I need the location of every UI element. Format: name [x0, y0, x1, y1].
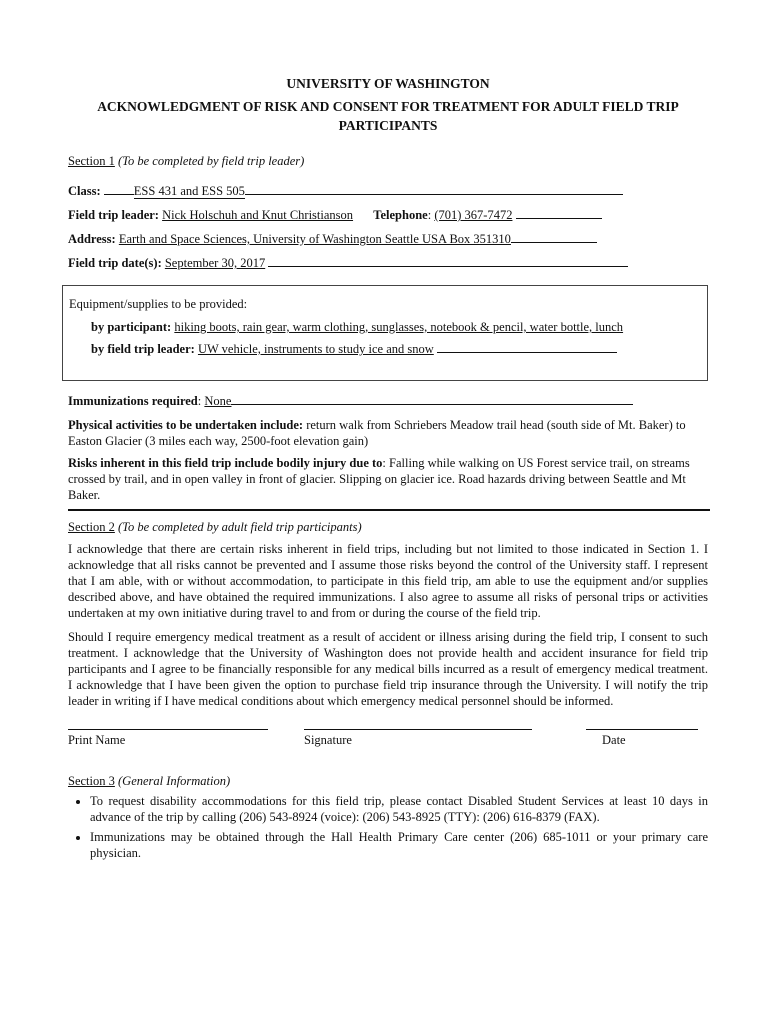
signature-label: Signature [304, 733, 352, 747]
risks-text: Falling while walking on US Forest service trail, on streams crossed by trail, and in open valley in front of glacier. Slipping on glacier ice. Road hazards driving between Seattle and Mt Baker. [68, 456, 690, 502]
address-field[interactable]: Earth and Space Sciences, University of Washington Seattle USA Box 351310 [118, 232, 511, 246]
leader-equipment-row [69, 338, 707, 360]
address-row [68, 227, 708, 251]
signature-line[interactable] [304, 717, 532, 730]
participant-equipment-row [69, 317, 707, 338]
phone-fill [516, 204, 602, 219]
section1-heading [68, 149, 708, 173]
date-label: Date [602, 733, 626, 747]
acknowledgment-paragraph: I acknowledge that there are certain risks inherent in field trips, including but not limited to those indicated in Section 1. I acknowledge that all risks cannot be prevented and I assume those risks beyond the control of the University staff. I represent that I am able, with or without accommodation, to participate in this field trip, am able to use the equipment and/or supplies described above, and have obtained the required immunizations. I also agree to assume all risks of personal trips or activities undertaken at my own initiative during travel to and from or during the course of the field trip. [68, 542, 708, 620]
risks-label: Risks inherent in this field trip include bodily injury due to [68, 456, 383, 470]
immunizations-fill [231, 390, 633, 405]
section2-heading [68, 519, 708, 535]
section2-note: (To be completed by adult field trip participants) [118, 520, 362, 534]
medical-consent-paragraph: Should I require emergency medical treatment as a result of accident or illness arising during the field trip, I consent to such treatment. I acknowledge that the University of Washington does not provide health and accident insurance for field trip participants and I agree to be financially responsible for any medical bills incurred as a result of emergency medical treatment. I acknowledge that I have been given the option to purchase field trip insurance through the University. I will notify the trip leader in writing if I have medical conditions about which emergency medical personnel should be informed. [68, 630, 708, 708]
list-item: • Immunizations may be obtained through the Hall Health Primary Care center (206) 685-1011 or your primary care physician. [90, 829, 708, 861]
activities-text: return walk from Schriebers Meadow trail head (south side of Mt. Baker) to Easton Glacier (3 miles each way, 2500-foot elevation gain) [68, 418, 686, 448]
list-item: • To request disability accommodations for this field trip, please contact Disabled Student Services at least 10 days in advance of the trip by calling (206) 543-8924 (voice): (206) 543-8925 (TTY): (206) 616-8379 (FAX). [90, 793, 708, 825]
class-field[interactable]: ESS 431 and ESS 505 [133, 184, 245, 198]
section3-heading [68, 773, 708, 789]
immunizations-field[interactable]: None [204, 394, 232, 408]
risks-paragraph: Risks inherent in this field trip include bodily injury due to: Falling while walking on US Forest service trail, on streams crossed by trail, and in open valley in front of glacier. Slipping on glacier ice. Road hazards driving between Seattle and Mt Baker. [68, 456, 690, 502]
print-name-label: Print Name [68, 733, 126, 747]
section3-label: Section 3 [68, 774, 115, 788]
dates-label: Field trip date(s): [68, 256, 162, 270]
form-title: ACKNOWLEDGMENT OF RISK AND CONSENT FOR TREATMENT FOR ADULT FIELD TRIP PARTICIPANTS [97, 99, 679, 133]
address-fill [511, 228, 597, 243]
section-divider [68, 509, 710, 511]
section2-label: Section 2 [68, 520, 115, 534]
immunizations-row: Immunizations required: None [68, 389, 708, 413]
leader-equipment-fill [437, 338, 617, 353]
print-name-column [68, 717, 268, 748]
class-label: Class: [68, 184, 101, 198]
section1-label: Section 1 [68, 154, 115, 168]
phone-label: Telephone [373, 208, 428, 222]
print-name-line[interactable] [68, 717, 268, 730]
participant-equipment-label: by participant: [91, 320, 172, 334]
leader-label: Field trip leader: [68, 208, 159, 222]
section3-note: (General Information) [118, 774, 231, 788]
equipment-heading: Equipment/supplies to be provided: [69, 297, 248, 311]
address-label: Address: [68, 232, 116, 246]
participant-equipment-field[interactable]: hiking boots, rain gear, warm clothing, sunglasses, notebook & pencil, water bottle, lunch [174, 320, 624, 334]
class-fill-trail [245, 180, 623, 195]
form-title-university: UNIVERSITY OF WASHINGTON [286, 76, 490, 91]
dates-row [68, 251, 708, 275]
leader-row: Field trip leader: Nick Holschuh and Knut Christianson Telephone: (701) 367-7472 [68, 203, 708, 227]
equipment-box [62, 285, 708, 381]
activities-paragraph [68, 417, 708, 449]
leader-field[interactable]: Nick Holschuh and Knut Christianson [162, 208, 354, 222]
date-line[interactable] [586, 717, 698, 730]
immunizations-label: Immunizations required [68, 394, 198, 408]
date-column [586, 717, 698, 748]
class-row [68, 179, 708, 203]
leader-equipment-label: by field trip leader: [91, 342, 195, 356]
class-fill-lead [104, 180, 134, 195]
general-info-list [68, 793, 708, 861]
activities-label: Physical activities to be undertaken include: [68, 418, 304, 432]
dates-field[interactable]: September 30, 2017 [164, 256, 266, 270]
phone-field[interactable]: (701) 367-7472 [434, 208, 513, 222]
consent-form [68, 74, 708, 865]
signature-column [304, 717, 532, 748]
section1-note: (To be completed by field trip leader) [118, 154, 305, 168]
leader-equipment-field[interactable]: UW vehicle, instruments to study ice and snow [197, 342, 434, 356]
dates-fill [268, 252, 628, 267]
signature-block [68, 717, 708, 757]
